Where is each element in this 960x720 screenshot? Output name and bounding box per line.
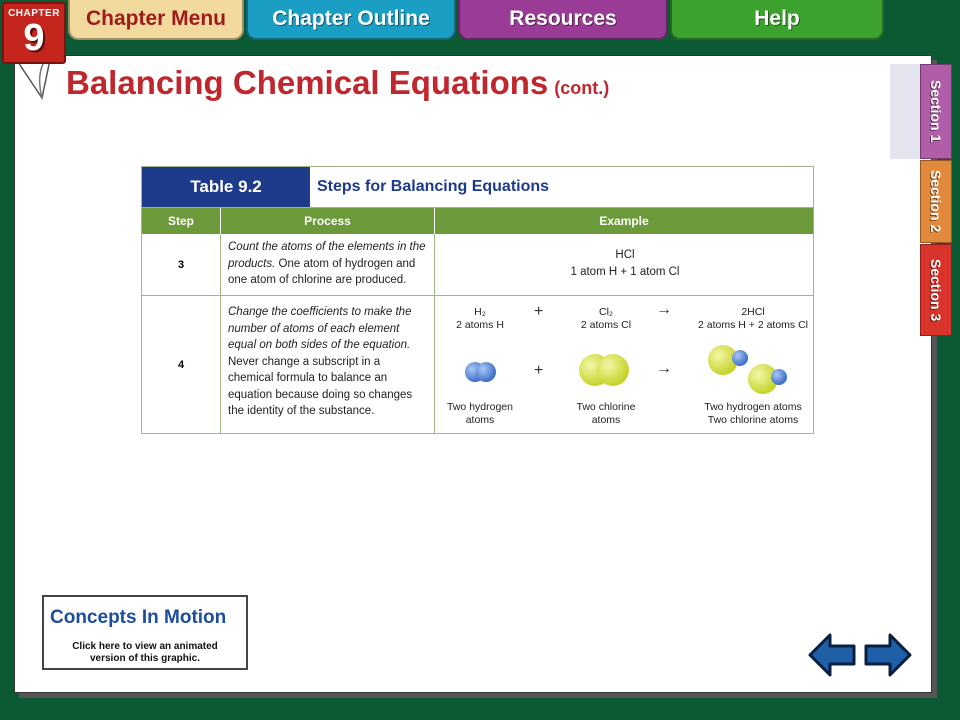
hcl-label bbox=[690, 306, 816, 332]
concepts-in-motion-line2: version of this graphic. bbox=[89, 653, 201, 664]
cl2-formula: Cl₂ bbox=[599, 306, 613, 318]
hcl-caption-line1: Two hydrogen atoms bbox=[704, 401, 802, 413]
column-header-step: Step bbox=[142, 208, 220, 234]
row-4-step: 4 bbox=[177, 359, 185, 371]
h2-atom-count: 2 atoms H bbox=[456, 319, 504, 331]
tab-chapter-menu[interactable]: Chapter Menu bbox=[68, 0, 244, 40]
hcl-caption-line2: Two chlorine atoms bbox=[707, 414, 799, 426]
table-title: Steps for Balancing Equations bbox=[317, 178, 550, 195]
row-4-process bbox=[228, 304, 428, 420]
h2-caption-line1: Two hydrogen bbox=[447, 401, 513, 413]
concepts-in-motion-line1: Click here to view an animated bbox=[72, 641, 218, 652]
chapter-number: 9 bbox=[23, 17, 45, 59]
row-divider bbox=[142, 295, 813, 296]
h2-caption-line2: atoms bbox=[465, 414, 495, 426]
chapter-badge bbox=[2, 2, 66, 64]
concepts-in-motion-subtitle bbox=[44, 641, 246, 665]
reaction-arrow: → bbox=[656, 301, 672, 318]
table-number: Table 9.2 bbox=[142, 167, 310, 207]
reaction-arrow: → bbox=[656, 360, 672, 377]
h2-caption bbox=[432, 401, 528, 427]
hydrogen-atom bbox=[476, 362, 496, 382]
cl2-label bbox=[558, 306, 654, 332]
tab-help[interactable]: Help bbox=[670, 0, 884, 40]
row-3-example-atoms: 1 atom H + 1 atom Cl bbox=[570, 266, 680, 278]
column-divider bbox=[220, 234, 221, 434]
forward-arrow-icon[interactable] bbox=[864, 632, 912, 678]
hcl-atom-count: 2 atoms H + 2 atoms Cl bbox=[698, 319, 808, 331]
row-4-process-plain: Never change a subscript in a chemical formula to balance an equation because doing so changes the identity of the substance. bbox=[228, 355, 413, 417]
tab-chapter-outline[interactable]: Chapter Outline bbox=[246, 0, 456, 40]
row-3-example bbox=[435, 247, 815, 281]
section-1-highlight bbox=[890, 64, 920, 159]
slide-title-suffix: (cont.) bbox=[554, 78, 610, 98]
slide-title bbox=[66, 64, 609, 102]
tab-section-1[interactable] bbox=[920, 64, 952, 159]
slide-title-text: Balancing Chemical Equations bbox=[66, 64, 549, 101]
cl2-caption-line1: Two chlorine bbox=[576, 401, 636, 413]
chlorine-atom bbox=[597, 354, 629, 386]
h2-label bbox=[432, 306, 528, 332]
row-3-process-italic: Count the atoms of the elements in the products. bbox=[228, 241, 426, 270]
plus-sign: + bbox=[534, 362, 544, 379]
section-2-label: Section 2 bbox=[928, 170, 944, 233]
tab-resources[interactable]: Resources bbox=[458, 0, 668, 40]
row-3-step: 3 bbox=[177, 258, 185, 271]
row-3-process-plain: One atom of hydrogen and one atom of chlorine are produced. bbox=[228, 257, 416, 286]
tab-section-2[interactable] bbox=[920, 160, 952, 243]
concepts-in-motion-title: Concepts In Motion bbox=[50, 607, 227, 628]
tab-section-3[interactable] bbox=[920, 244, 952, 336]
hcl-caption bbox=[690, 401, 816, 427]
back-arrow-icon[interactable] bbox=[808, 632, 856, 678]
plus-sign: + bbox=[534, 303, 544, 320]
hydrogen-atom bbox=[771, 369, 787, 385]
hydrogen-atom bbox=[732, 350, 748, 366]
section-1-label: Section 1 bbox=[928, 80, 944, 143]
concepts-in-motion-button[interactable] bbox=[42, 595, 248, 670]
cl2-caption-line2: atoms bbox=[591, 414, 621, 426]
row-4-process-italic: Change the coefficients to make the number of atoms of each element equal on both sides of the equation. bbox=[228, 306, 412, 351]
row-3-process bbox=[228, 239, 428, 289]
chapter-label: CHAPTER bbox=[8, 8, 60, 19]
row-3-example-formula: HCl bbox=[615, 249, 635, 261]
hcl-formula: 2HCl bbox=[741, 306, 765, 318]
cl2-atom-count: 2 atoms Cl bbox=[580, 319, 632, 331]
h2-formula: H₂ bbox=[474, 306, 486, 318]
steps-table bbox=[141, 166, 814, 434]
column-header-process: Process bbox=[221, 208, 434, 234]
cl2-caption bbox=[558, 401, 654, 427]
column-header-example: Example bbox=[435, 208, 813, 234]
section-3-label: Section 3 bbox=[928, 258, 944, 322]
